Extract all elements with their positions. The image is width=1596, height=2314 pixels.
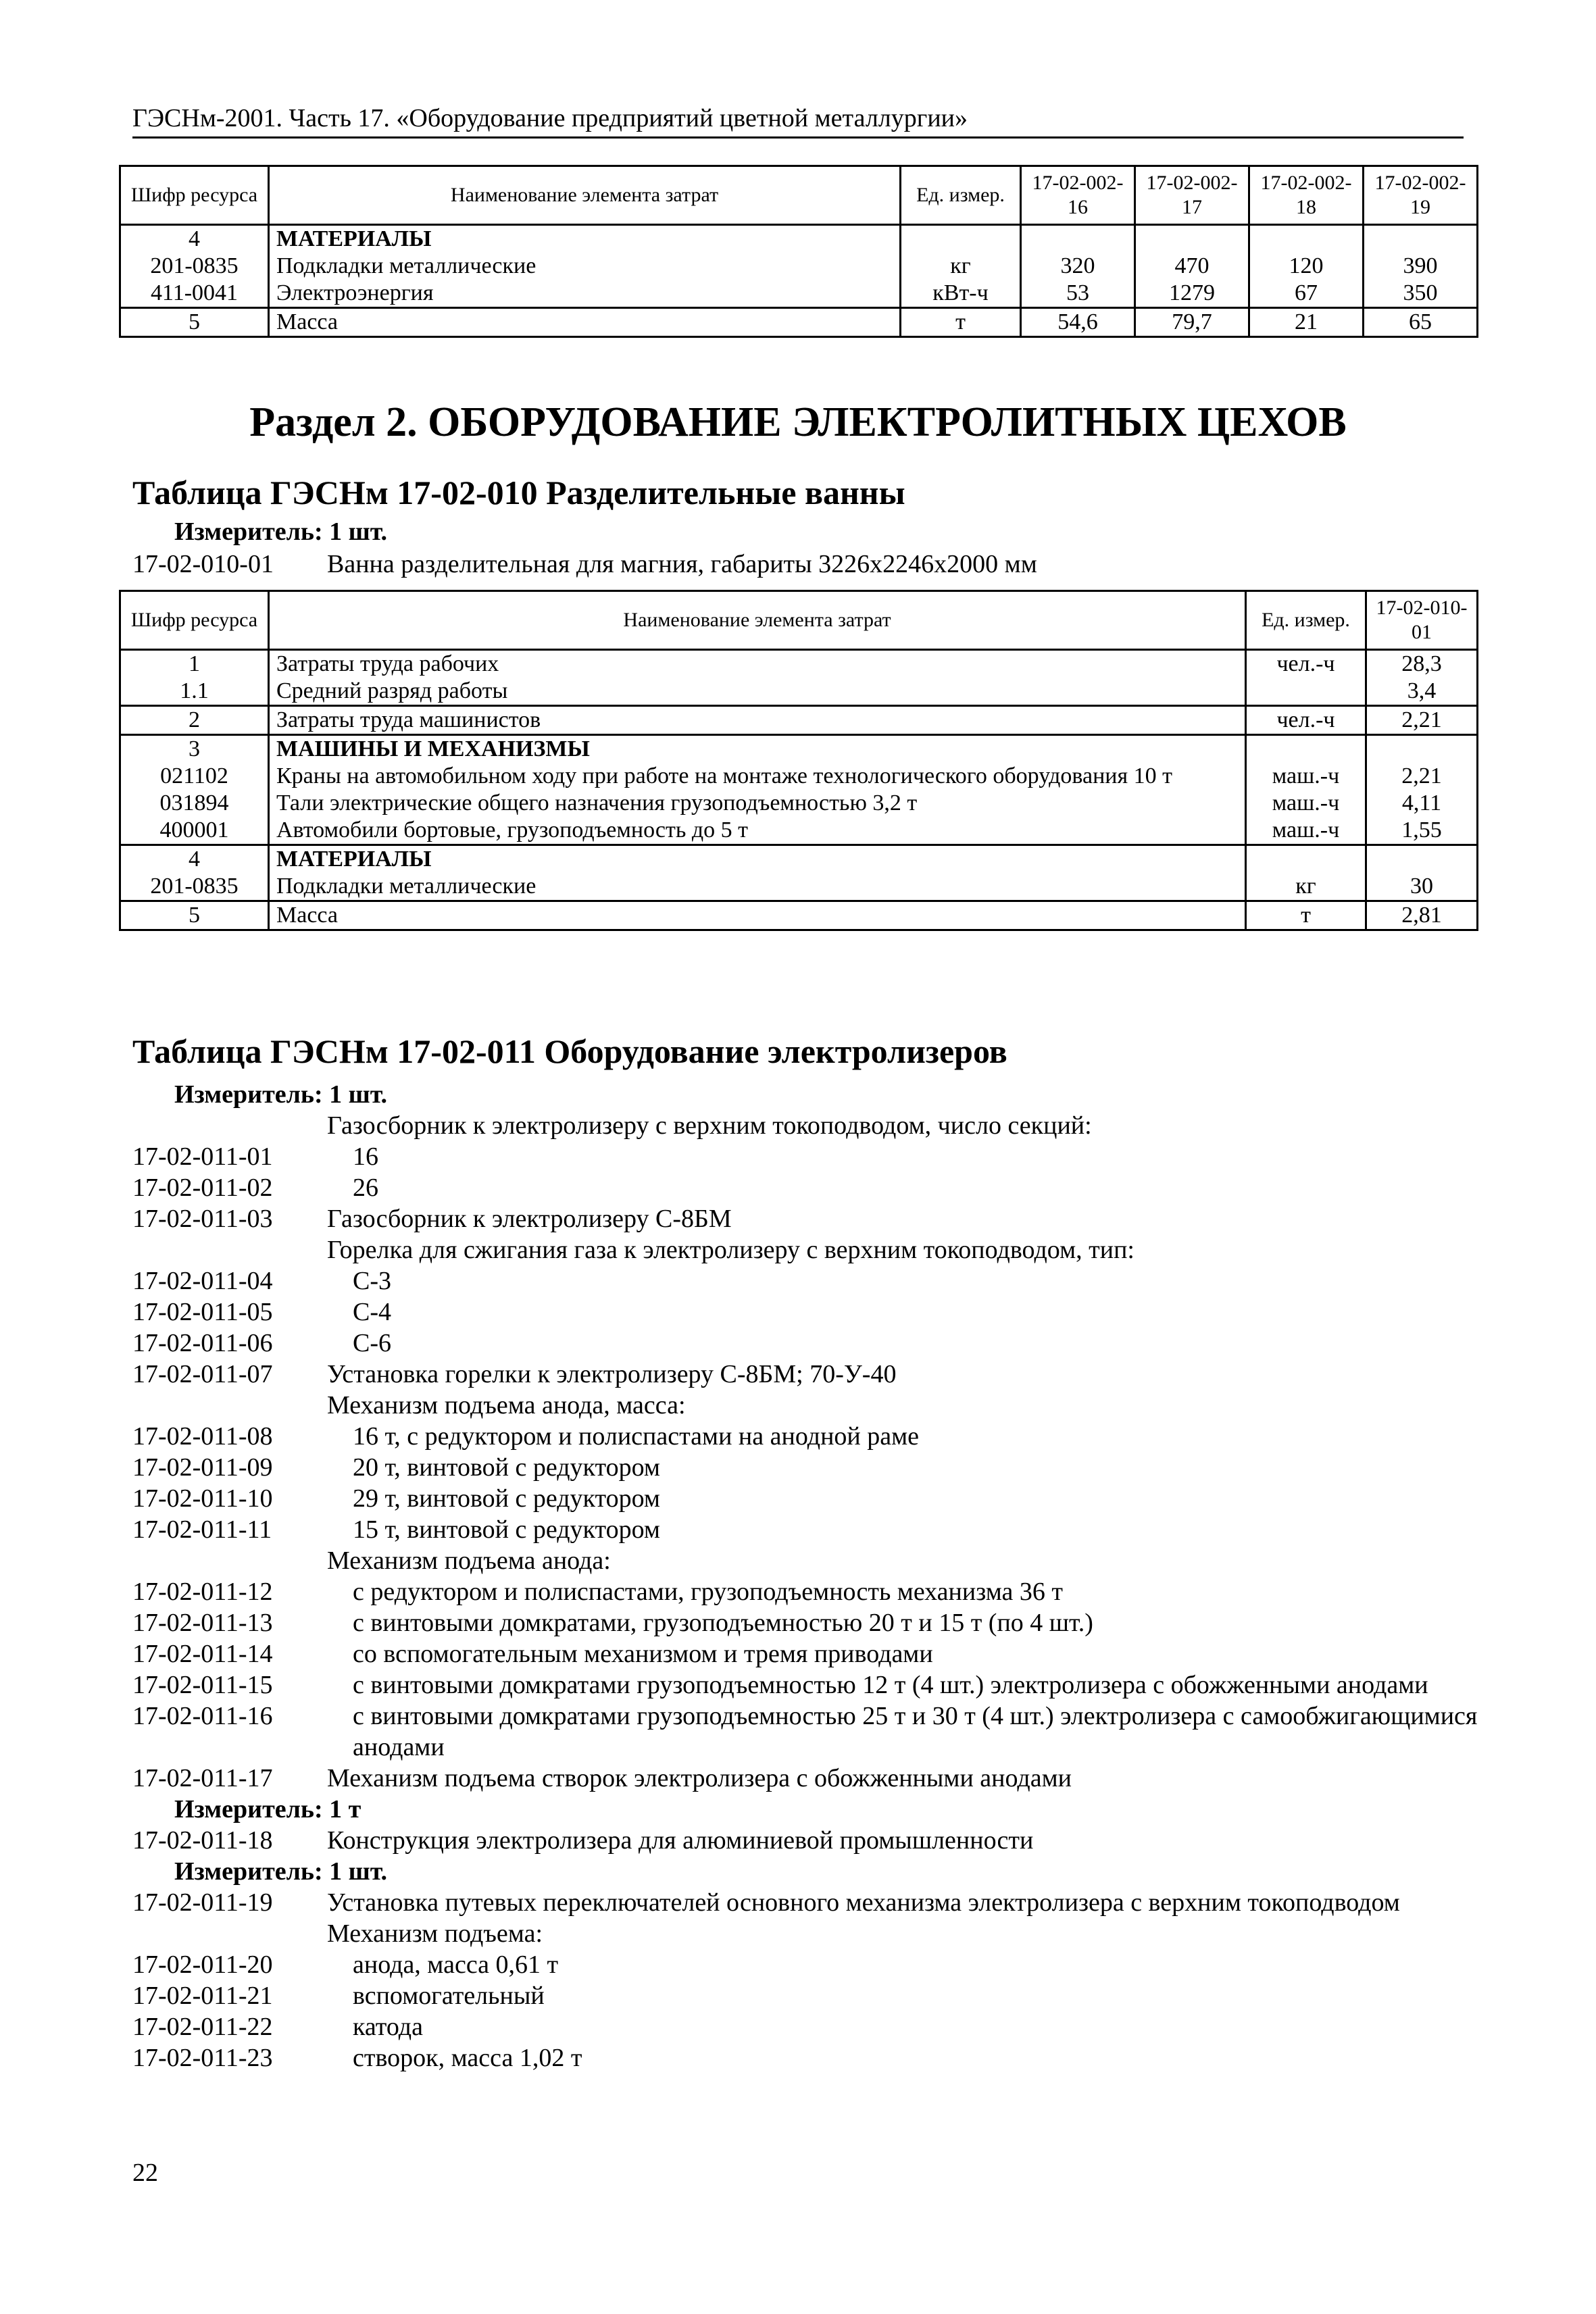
norm-description: С-6: [353, 1329, 391, 1357]
header-resource-code: Шифр ресурса: [120, 166, 269, 225]
table-row: [120, 763, 1478, 790]
list-item: [132, 1607, 1484, 1638]
header-unit: Ед. измер.: [901, 166, 1021, 225]
measurement-unit: Измеритель: 1 т: [174, 1795, 361, 1823]
header-cost-element: Наименование элемента затрат: [269, 591, 1246, 650]
resource-code: 4: [120, 845, 269, 874]
norm-description: Механизм подъема створок электролизера с обожженными анодами: [327, 1764, 1072, 1792]
table-header-row: [120, 166, 1478, 225]
value-cell: 1,55: [1366, 817, 1478, 845]
norm-code: 17-02-011-02: [132, 1174, 273, 1202]
value-cell: 3,4: [1366, 678, 1478, 706]
header-norm-code: 17-02-002-18: [1249, 166, 1364, 225]
norm-description: с редуктором и полиспастами, грузоподъемность механизма 36 т: [353, 1578, 1063, 1606]
norm-description: 20 т, винтовой с редуктором: [353, 1453, 660, 1482]
list-item: [132, 1514, 1484, 1545]
norm-list: [132, 1079, 1484, 2073]
unit-cell: [1246, 735, 1366, 763]
value-cell: 470: [1135, 253, 1249, 280]
norm-code: 17-02-011-13: [132, 1609, 273, 1637]
value-cell: 21: [1249, 308, 1364, 337]
norm-code: 17-02-011-03: [132, 1205, 273, 1233]
list-item: [132, 1638, 1484, 1669]
list-item: [132, 1203, 1484, 1234]
norm-code: 17-02-011-21: [132, 1982, 273, 2010]
unit-cell: [1246, 845, 1366, 874]
value-cell: 65: [1364, 308, 1478, 337]
header-norm-code: 17-02-010-01: [1366, 591, 1478, 650]
unit-cell: чел.-ч: [1246, 706, 1366, 735]
list-item: [132, 1669, 1484, 1701]
norm-code: 17-02-011-06: [132, 1329, 273, 1357]
resource-code: 031894: [120, 790, 269, 817]
value-cell: 67: [1249, 280, 1364, 308]
value-cell: 4,11: [1366, 790, 1478, 817]
unit-cell: кг: [901, 253, 1021, 280]
table-row: [120, 790, 1478, 817]
norm-description: Механизм подъема:: [327, 1919, 543, 1948]
norm-code: 17-02-011-18: [132, 1826, 273, 1855]
norm-description: 16: [353, 1142, 378, 1171]
resource-code: 411-0041: [120, 280, 269, 308]
header-norm-code: 17-02-002-19: [1364, 166, 1478, 225]
unit-cell: т: [1246, 901, 1366, 930]
resource-code: 201-0835: [120, 873, 269, 901]
norm-description: вспомогательный: [353, 1982, 545, 2010]
resource-code: 201-0835: [120, 253, 269, 280]
resource-code: 5: [120, 901, 269, 930]
table-row: [120, 280, 1478, 308]
resource-code: 1: [120, 650, 269, 678]
value-cell: [1364, 225, 1478, 253]
norm-code: 17-02-011-16: [132, 1702, 273, 1730]
value-cell: [1366, 845, 1478, 874]
value-cell: 1279: [1135, 280, 1249, 308]
norm-description: Газосборник к электролизеру С-8БМ: [327, 1205, 732, 1233]
resource-code: 1.1: [120, 678, 269, 706]
table-row: [120, 253, 1478, 280]
header-norm-code: 17-02-002-16: [1021, 166, 1135, 225]
list-item: [132, 1452, 1484, 1483]
header-resource-code: Шифр ресурса: [120, 591, 269, 650]
norm-code: 17-02-010-01: [132, 550, 274, 578]
cost-element-name: Автомобили бортовые, грузоподъемность до 5 т: [269, 817, 1246, 845]
norm-description: 26: [353, 1174, 378, 1202]
cost-element-name: Средний разряд работы: [269, 678, 1246, 706]
value-cell: 120: [1249, 253, 1364, 280]
cost-element-name: МАТЕРИАЛЫ: [269, 225, 901, 253]
table-row: [120, 817, 1478, 845]
cost-element-name: Масса: [269, 308, 901, 337]
norm-code: 17-02-011-15: [132, 1671, 273, 1699]
norm-description: со вспомогательным механизмом и тремя приводами: [353, 1640, 933, 1668]
list-item: [132, 1359, 1484, 1390]
norm-code: 17-02-011-11: [132, 1515, 272, 1544]
norm-description: с винтовыми домкратами, грузоподъемностью 20 т и 15 т (по 4 шт.): [353, 1609, 1093, 1637]
measurement-unit: Измеритель: 1 шт.: [174, 1857, 388, 1886]
cost-element-name: Затраты труда машинистов: [269, 706, 1246, 735]
resource-table-010: [119, 590, 1478, 931]
section-title: Раздел 2. ОБОРУДОВАНИЕ ЭЛЕКТРОЛИТНЫХ ЦЕХОВ: [249, 399, 1347, 445]
norm-description: Конструкция электролизера для алюминиевой промышленности: [327, 1826, 1034, 1855]
norm-description: Установка путевых переключателей основного механизма электролизера с верхним токоподводом: [327, 1888, 1400, 1917]
value-cell: 2,21: [1366, 763, 1478, 790]
header-unit: Ед. измер.: [1246, 591, 1366, 650]
resource-code: 4: [120, 225, 269, 253]
value-cell: 320: [1021, 253, 1135, 280]
norm-description: 16 т, с редуктором и полиспастами на анодной раме: [353, 1422, 920, 1451]
resource-code: 400001: [120, 817, 269, 845]
norm-description: Механизм подъема анода, масса:: [327, 1391, 686, 1419]
value-cell: 79,7: [1135, 308, 1249, 337]
norm-code: 17-02-011-01: [132, 1142, 273, 1171]
value-cell: 53: [1021, 280, 1135, 308]
list-item: [132, 1483, 1484, 1514]
value-cell: [1135, 225, 1249, 253]
value-cell: 2,21: [1366, 706, 1478, 735]
unit-cell: [901, 225, 1021, 253]
norm-code: 17-02-011-09: [132, 1453, 273, 1482]
norm-description: створок, масса 1,02 т: [353, 2044, 582, 2072]
cost-element-name: Затраты труда рабочих: [269, 650, 1246, 678]
norm-description: с винтовыми домкратами грузоподъемностью 12 т (4 шт.) электролизера с обожженными анодами: [353, 1671, 1428, 1699]
list-item: [132, 1887, 1484, 1918]
unit-cell: кг: [1246, 873, 1366, 901]
value-cell: [1021, 225, 1135, 253]
norm-code: 17-02-011-20: [132, 1951, 273, 1979]
norm-code: 17-02-011-10: [132, 1484, 273, 1513]
list-item: [132, 1763, 1484, 1794]
list-item: [132, 1172, 1484, 1203]
header-cost-element: Наименование элемента затрат: [269, 166, 901, 225]
running-header: ГЭСНм-2001. Часть 17. «Оборудование предприятий цветной металлургии»: [132, 101, 1464, 139]
unit-cell: маш.-ч: [1246, 790, 1366, 817]
table-row: [120, 650, 1478, 678]
table-row: [120, 225, 1478, 253]
list-item: [132, 1297, 1484, 1328]
unit-cell: т: [901, 308, 1021, 337]
measurement-unit: Измеритель: 1 шт.: [174, 518, 388, 546]
header-norm-code: 17-02-002-17: [1135, 166, 1249, 225]
list-item: [132, 1545, 1484, 1576]
list-item: [132, 1918, 1484, 1949]
norm-code: 17-02-011-19: [132, 1888, 273, 1917]
cost-element-name: Тали электрические общего назначения грузоподъемностью 3,2 т: [269, 790, 1246, 817]
list-item: [132, 2042, 1484, 2073]
resource-code: 5: [120, 308, 269, 337]
list-item: [132, 1110, 1484, 1141]
list-item: [132, 1390, 1484, 1421]
list-item: [132, 1234, 1484, 1265]
norm-description: С-4: [353, 1298, 391, 1326]
list-item: [132, 1701, 1484, 1763]
norm-code: 17-02-011-07: [132, 1360, 273, 1388]
norm-code: 17-02-011-05: [132, 1298, 273, 1326]
table-row: [120, 706, 1478, 735]
norm-code: 17-02-011-22: [132, 2013, 273, 2041]
resource-code: 021102: [120, 763, 269, 790]
table-title: Таблица ГЭСНм 17-02-011 Оборудование электролизеров: [132, 1032, 1007, 1070]
norm-code: 17-02-011-08: [132, 1422, 273, 1451]
list-item: [132, 1328, 1484, 1359]
unit-cell: маш.-ч: [1246, 763, 1366, 790]
norm-code: 17-02-011-23: [132, 2044, 273, 2072]
norm-description: Механизм подъема анода:: [327, 1546, 611, 1575]
cost-element-name: Подкладки металлические: [269, 253, 901, 280]
list-item: [132, 1949, 1484, 1980]
table-row: [120, 678, 1478, 706]
cost-element-name: Масса: [269, 901, 1246, 930]
list-item: [132, 1141, 1484, 1172]
norm-description: Ванна разделительная для магния, габариты 3226х2246х2000 мм: [327, 550, 1037, 578]
norm-description: Установка горелки к электролизеру С-8БМ; 70-У-40: [327, 1360, 897, 1388]
list-item: [132, 1265, 1484, 1297]
table-row: [120, 873, 1478, 901]
table-row: [120, 845, 1478, 874]
norm-description: Газосборник к электролизеру с верхним токоподводом, число секций:: [327, 1111, 1092, 1140]
cost-element-name: Краны на автомобильном ходу при работе на монтаже технологического оборудования 10 т: [269, 763, 1246, 790]
list-item: [132, 1576, 1484, 1607]
norm-description: анода, масса 0,61 т: [353, 1951, 559, 1979]
norm-description: 15 т, винтовой с редуктором: [353, 1515, 660, 1544]
norm-code: 17-02-011-04: [132, 1267, 273, 1295]
norm-description: с винтовыми домкратами грузоподъемностью 25 т и 30 т (4 шт.) электролизера с самообжигающимися анодами: [353, 1702, 1478, 1761]
cost-element-name: Электроэнергия: [269, 280, 901, 308]
list-item: [132, 2011, 1484, 2042]
value-cell: [1366, 735, 1478, 763]
measurement-unit: Измеритель: 1 шт.: [174, 1080, 388, 1109]
norm-code: 17-02-011-12: [132, 1578, 273, 1606]
norm-code: 17-02-011-14: [132, 1640, 273, 1668]
list-item: [132, 1421, 1484, 1452]
value-cell: 28,3: [1366, 650, 1478, 678]
value-cell: 30: [1366, 873, 1478, 901]
cost-element-name: МАШИНЫ И МЕХАНИЗМЫ: [269, 735, 1246, 763]
table-row: [120, 735, 1478, 763]
unit-cell: маш.-ч: [1246, 817, 1366, 845]
value-cell: 350: [1364, 280, 1478, 308]
resource-code: 2: [120, 706, 269, 735]
list-item: [132, 1825, 1484, 1856]
cost-element-name: МАТЕРИАЛЫ: [269, 845, 1246, 874]
norm-description: Горелка для сжигания газа к электролизеру с верхним токоподводом, тип:: [327, 1236, 1134, 1264]
norm-item: [132, 549, 1037, 580]
norm-description: катода: [353, 2013, 423, 2041]
table-row: [120, 901, 1478, 930]
norm-code: 17-02-011-17: [132, 1764, 273, 1792]
value-cell: 390: [1364, 253, 1478, 280]
norm-description: С-3: [353, 1267, 391, 1295]
value-cell: 54,6: [1021, 308, 1135, 337]
table-title: Таблица ГЭСНм 17-02-010 Разделительные ванны: [132, 474, 905, 511]
value-cell: 2,81: [1366, 901, 1478, 930]
value-cell: [1249, 225, 1364, 253]
cost-element-name: Подкладки металлические: [269, 873, 1246, 901]
unit-cell: кВт-ч: [901, 280, 1021, 308]
unit-cell: чел.-ч: [1246, 650, 1366, 678]
table-header-row: [120, 591, 1478, 650]
resource-table-002: [119, 165, 1478, 338]
norm-description: 29 т, винтовой с редуктором: [353, 1484, 660, 1513]
page-number: 22: [132, 2159, 158, 2187]
table-row: [120, 308, 1478, 337]
unit-cell: [1246, 678, 1366, 706]
list-item: [132, 1980, 1484, 2011]
resource-code: 3: [120, 735, 269, 763]
